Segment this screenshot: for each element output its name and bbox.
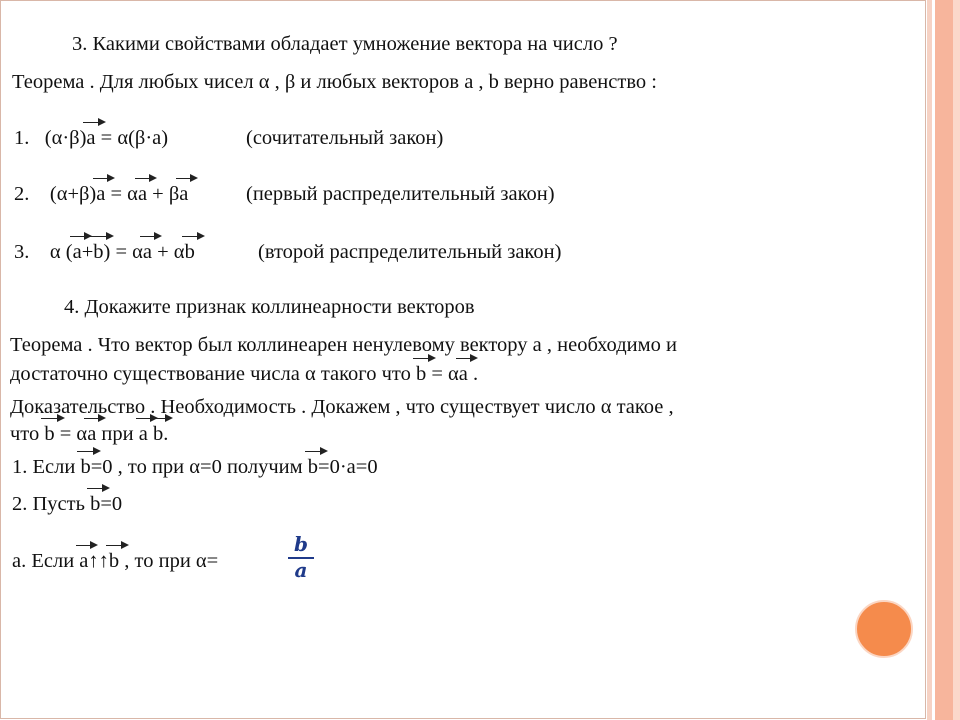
text-part: при: [96, 423, 139, 445]
formula-part: (α+β): [49, 183, 97, 205]
decor-stripe: [935, 0, 953, 720]
text-part: = α: [54, 423, 88, 445]
text-part: =0·a=0: [318, 456, 378, 478]
law-name: (первый распределительный закон): [246, 183, 555, 205]
text-part: =0 , то при α=0 получим: [90, 456, 308, 478]
property-1: [14, 126, 444, 150]
question-3: 3. Какими свойствами обладает умножение вектора на число ?: [72, 33, 618, 55]
theorem-2-line-2: [10, 362, 478, 386]
vector-a: a: [137, 183, 148, 205]
vector-b: b: [90, 493, 101, 515]
codirected-arrows: ↑↑: [88, 550, 109, 572]
text-part: , то при α=: [119, 550, 219, 572]
vector-b: b: [93, 241, 104, 263]
formula-part: +: [81, 241, 94, 263]
vector-b: b: [152, 423, 164, 445]
proof-step-1: [12, 455, 378, 479]
text-part: =0: [100, 493, 123, 515]
vector-b: b: [80, 456, 91, 478]
vector-b: b: [108, 550, 120, 572]
property-2: [14, 182, 555, 206]
theorem-1: Теорема . Для любых чисел α , β и любых векторов a , b верно равенство :: [12, 71, 657, 93]
formula-part: + α: [152, 241, 185, 263]
vector-a: a: [179, 183, 189, 205]
text-part: .: [467, 363, 479, 385]
vector-a: a: [138, 423, 148, 445]
proof-line-2: [10, 422, 168, 446]
vector-a: a: [86, 127, 96, 149]
item-number: 1.: [14, 127, 30, 149]
vector-a: a: [96, 183, 106, 205]
text-part: 1. Если: [12, 456, 81, 478]
vector-a: a: [72, 241, 82, 263]
vector-a: a: [79, 550, 89, 572]
vector-a: a: [142, 241, 152, 263]
formula-part: = α(β·a): [95, 127, 169, 149]
text-part: = α: [426, 363, 459, 385]
formula-part: (α·β): [44, 127, 87, 149]
vector-a: a: [458, 363, 468, 385]
formula-part: ) = α: [103, 241, 143, 263]
fraction-numerator: b: [294, 532, 308, 556]
proof-line-1: Доказательство . Необходимость . Докажем , что существует число α такое ,: [10, 396, 674, 418]
item-number: 2.: [14, 183, 30, 205]
law-name: (второй распределительный закон): [258, 241, 562, 263]
fraction-denominator: a: [294, 558, 308, 582]
formula-part: + β: [147, 183, 180, 205]
text-part: достаточно существование числа α такого что: [10, 363, 416, 385]
proof-step-a: [12, 549, 218, 573]
item-number: 3.: [14, 241, 30, 263]
formula-part: = α: [105, 183, 138, 205]
vector-b: b: [184, 241, 195, 263]
law-name: (сочитательный закон): [246, 127, 444, 149]
property-3: [14, 240, 562, 264]
question-4: 4. Докажите признак коллинеарности векторов: [64, 296, 475, 318]
text-part: a. Если: [12, 550, 80, 572]
decor-stripe: [953, 0, 960, 720]
vector-a: a: [87, 423, 97, 445]
vector-b: b: [44, 423, 55, 445]
proof-step-2: [12, 492, 122, 516]
text-part: что: [10, 423, 45, 445]
vector-b: b: [415, 363, 427, 385]
text-part: .: [163, 423, 169, 445]
vector-b: b: [307, 456, 319, 478]
theorem-2-line-1: Теорема . Что вектор был коллинеарен ненулевому вектору a , необходимо и: [10, 334, 677, 356]
decor-circle: [855, 600, 913, 658]
text-part: 2. Пусть: [12, 493, 91, 515]
fraction-b-over-a: [287, 532, 315, 582]
formula-part: α (: [49, 241, 73, 263]
